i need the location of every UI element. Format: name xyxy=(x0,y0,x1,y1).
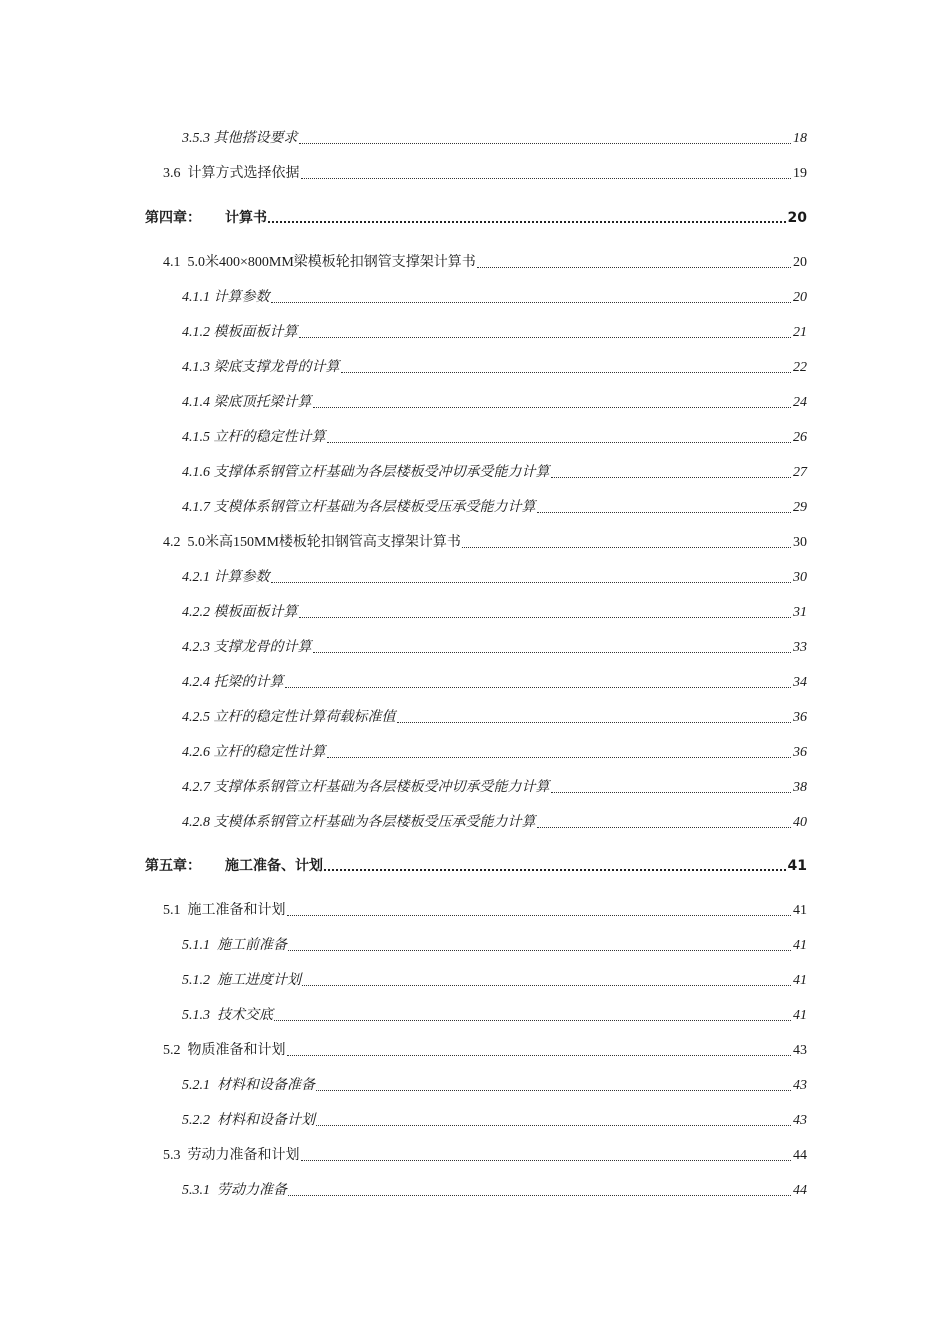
dot-leader xyxy=(341,372,792,373)
toc-entry[interactable] xyxy=(182,810,807,832)
dot-leader xyxy=(271,582,792,583)
toc-entry-label: 5.3 劳动力准备和计划 xyxy=(163,1148,300,1163)
toc-entry[interactable] xyxy=(182,285,807,307)
toc-page-number: 43 xyxy=(793,1113,807,1128)
dot-leader xyxy=(477,267,791,268)
toc-entry[interactable] xyxy=(182,1178,807,1200)
toc-entry[interactable] xyxy=(182,968,807,990)
toc-entry-label: 5.1.1 施工前准备 xyxy=(182,938,287,953)
dot-leader xyxy=(299,617,792,618)
toc-page-number: 36 xyxy=(793,745,807,760)
toc-entry[interactable] xyxy=(182,460,807,482)
dot-leader xyxy=(551,792,792,793)
toc-page-number: 29 xyxy=(793,500,807,515)
toc-entry[interactable] xyxy=(182,1108,807,1130)
toc-entry[interactable] xyxy=(182,425,807,447)
dot-leader xyxy=(288,950,791,951)
toc-entry-label: 4.1.4 梁底顶托梁计算 xyxy=(182,395,312,410)
toc-page-number: 44 xyxy=(793,1148,807,1163)
toc-page-number: 20 xyxy=(793,255,807,270)
toc-page-number: 41 xyxy=(793,973,807,988)
toc-entry[interactable] xyxy=(182,600,807,622)
toc-page-number: 19 xyxy=(793,166,807,181)
toc-entry[interactable] xyxy=(163,898,807,920)
toc-entry[interactable] xyxy=(182,933,807,955)
toc-entry-label: 4.1 5.0米400×800MM梁模板轮扣钢管支撑架计算书 xyxy=(163,255,476,270)
toc-entry[interactable] xyxy=(182,705,807,727)
dot-leader xyxy=(551,477,792,478)
dot-leader xyxy=(327,757,792,758)
toc-entry[interactable] xyxy=(182,565,807,587)
toc-entry-label: 4.2.1 计算参数 xyxy=(182,570,270,585)
toc-entry[interactable] xyxy=(163,1038,807,1060)
dot-leader xyxy=(327,442,792,443)
toc-entry-label: 4.2.6 立杆的稳定性计算 xyxy=(182,745,326,760)
toc-page-number: 20 xyxy=(793,290,807,305)
toc-entry[interactable] xyxy=(163,1143,807,1165)
toc-entry-label: 4.1.7 支模体系钢管立杆基础为各层楼板受压承受能力计算 xyxy=(182,500,536,515)
toc-page-number: 34 xyxy=(793,675,807,690)
toc-entry-label: 4.2.7 支撑体系钢管立杆基础为各层楼板受冲切承受能力计算 xyxy=(182,780,550,795)
toc-entry-label: 4.1.5 立杆的稳定性计算 xyxy=(182,430,326,445)
toc-entry[interactable] xyxy=(182,390,807,412)
dot-leader xyxy=(274,1020,791,1021)
dot-leader xyxy=(287,1055,792,1056)
dot-leader xyxy=(301,178,792,179)
toc-page-number: 43 xyxy=(793,1078,807,1093)
dot-leader xyxy=(324,869,786,871)
dot-leader xyxy=(316,1090,791,1091)
toc-page-number: 22 xyxy=(793,360,807,375)
toc-entry[interactable] xyxy=(182,1003,807,1025)
dot-leader xyxy=(462,547,791,548)
toc-entry[interactable] xyxy=(182,126,807,148)
dot-leader xyxy=(316,1125,791,1126)
toc-chapter-entry[interactable] xyxy=(145,853,807,875)
dot-leader xyxy=(537,512,792,513)
toc-page-number: 27 xyxy=(793,465,807,480)
toc-entry-label: 4.2.8 支模体系钢管立杆基础为各层楼板受压承受能力计算 xyxy=(182,815,536,830)
toc-page-number: 43 xyxy=(793,1043,807,1058)
toc-entry[interactable] xyxy=(182,670,807,692)
toc-page-number: 41 xyxy=(793,1008,807,1023)
dot-leader xyxy=(271,302,792,303)
toc-entry-label: 5.3.1 劳动力准备 xyxy=(182,1183,287,1198)
toc-entry-label: 3.5.3 其他搭设要求 xyxy=(182,131,298,146)
toc-page-number: 41 xyxy=(787,858,807,874)
toc-entry-label: 4.1.2 模板面板计算 xyxy=(182,325,298,340)
dot-leader xyxy=(299,337,792,338)
toc-entry[interactable] xyxy=(182,1073,807,1095)
dot-leader xyxy=(313,652,792,653)
dot-leader xyxy=(287,915,792,916)
toc-entry-label: 第五章： 施工准备、计划 xyxy=(145,858,323,874)
toc-entry-label: 4.1.3 梁底支撑龙骨的计算 xyxy=(182,360,340,375)
toc-entry[interactable] xyxy=(182,635,807,657)
toc-page-number: 41 xyxy=(793,938,807,953)
toc-entry-label: 4.2 5.0米高150MM楼板轮扣钢管高支撑架计算书 xyxy=(163,535,461,550)
toc-entry-label: 4.1.1 计算参数 xyxy=(182,290,270,305)
toc-entry-label: 5.2.1 材料和设备准备 xyxy=(182,1078,315,1093)
toc-entry-label: 4.2.4 托梁的计算 xyxy=(182,675,284,690)
toc-chapter-entry[interactable] xyxy=(145,205,807,227)
toc-page-number: 40 xyxy=(793,815,807,830)
dot-leader xyxy=(302,985,791,986)
toc-entry[interactable] xyxy=(182,740,807,762)
dot-leader xyxy=(268,221,786,223)
toc-page-number: 36 xyxy=(793,710,807,725)
toc-page-number: 41 xyxy=(793,903,807,918)
toc-page-number: 30 xyxy=(793,570,807,585)
toc-entry[interactable] xyxy=(163,530,807,552)
toc-entry-label: 4.2.5 立杆的稳定性计算荷载标准值 xyxy=(182,710,396,725)
toc-entry-label: 3.6 计算方式选择依据 xyxy=(163,166,300,181)
dot-leader xyxy=(301,1160,792,1161)
toc-entry-label: 5.1 施工准备和计划 xyxy=(163,903,286,918)
dot-leader xyxy=(313,407,792,408)
toc-entry-label: 5.2.2 材料和设备计划 xyxy=(182,1113,315,1128)
toc-page-number: 30 xyxy=(793,535,807,550)
toc-entry[interactable] xyxy=(182,775,807,797)
toc-page-number: 21 xyxy=(793,325,807,340)
toc-page-number: 38 xyxy=(793,780,807,795)
dot-leader xyxy=(537,827,792,828)
toc-page-number: 26 xyxy=(793,430,807,445)
toc-entry[interactable] xyxy=(182,495,807,517)
toc-entry-label: 5.1.2 施工进度计划 xyxy=(182,973,301,988)
toc-entry-label: 4.1.6 支撑体系钢管立杆基础为各层楼板受冲切承受能力计算 xyxy=(182,465,550,480)
dot-leader xyxy=(397,722,792,723)
toc-entry-label: 5.2 物质准备和计划 xyxy=(163,1043,286,1058)
toc-page-number: 20 xyxy=(787,210,807,226)
dot-leader xyxy=(285,687,792,688)
toc-page-number: 31 xyxy=(793,605,807,620)
toc-page-number: 33 xyxy=(793,640,807,655)
toc-page-number: 24 xyxy=(793,395,807,410)
dot-leader xyxy=(288,1195,791,1196)
toc-entry-label: 4.2.3 支撑龙骨的计算 xyxy=(182,640,312,655)
toc-entry[interactable] xyxy=(182,320,807,342)
toc-page-number: 18 xyxy=(793,131,807,146)
toc-entry[interactable] xyxy=(182,355,807,377)
dot-leader xyxy=(299,143,792,144)
toc-entry-label: 4.2.2 模板面板计算 xyxy=(182,605,298,620)
toc-entry-label: 5.1.3 技术交底 xyxy=(182,1008,273,1023)
toc-entry[interactable] xyxy=(163,250,807,272)
toc-entry-label: 第四章： 计算书 xyxy=(145,210,267,226)
toc-entry[interactable] xyxy=(163,161,807,183)
toc-page-number: 44 xyxy=(793,1183,807,1198)
